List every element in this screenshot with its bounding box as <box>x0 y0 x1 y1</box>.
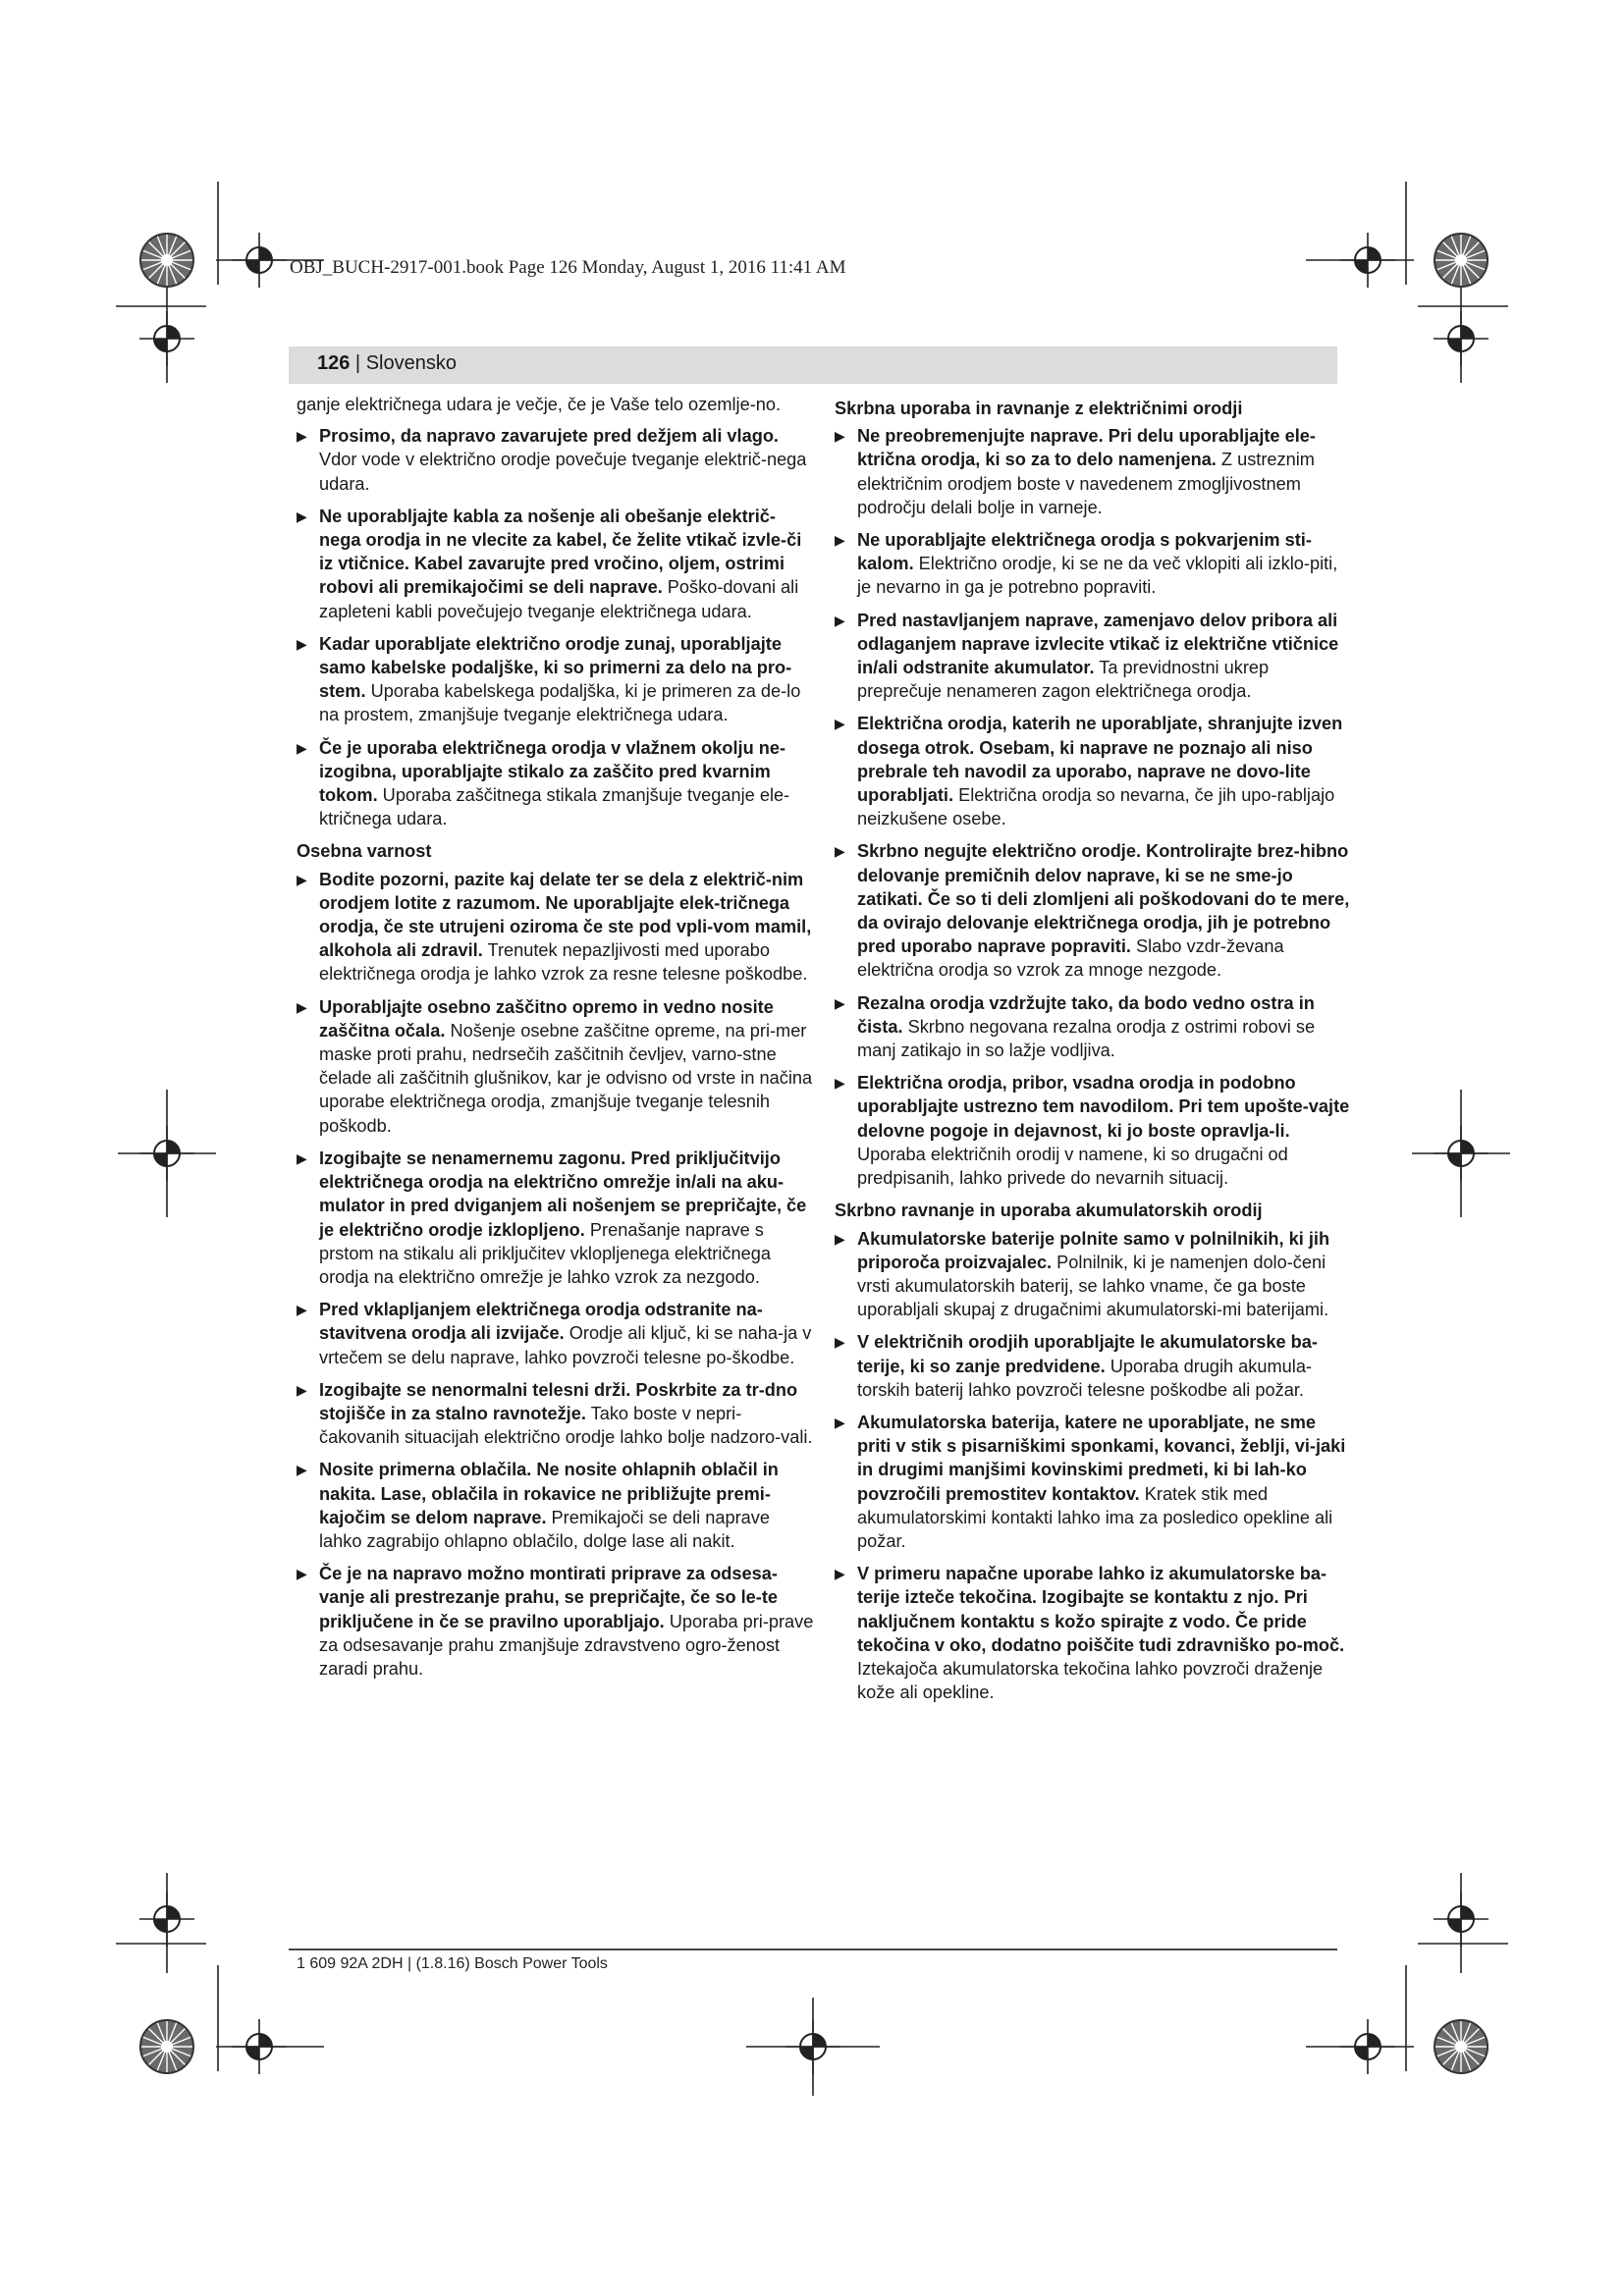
item-text: Tako boste v nepri-čakovanih situacijah električno orodje lahko bolje nadzoro-vali. <box>319 1403 813 1448</box>
list-item <box>835 1330 1353 1402</box>
list-item <box>835 991 1353 1063</box>
intro-text: ganje električnega udara je večje, če je Vaše telo ozemlje-no. <box>297 395 782 414</box>
triangle-bullet-icon: ▶ <box>835 1075 845 1092</box>
list-item <box>297 868 817 987</box>
list-item <box>297 1562 817 1681</box>
item-text: Prenašanje naprave s prstom na stikalu ali priključitev vklopljenega električnega orodja na električno omrežje je lahko vzrok za nezgodo. <box>319 1219 771 1287</box>
list-item <box>835 1562 1353 1704</box>
triangle-bullet-icon: ▶ <box>297 507 307 524</box>
item-text: Poško-dovani ali zapleteni kabli povečujejo tveganje električnega udara. <box>319 577 799 621</box>
footer-rule <box>289 1949 1337 1950</box>
item-text: Nošenje osebne zaščitne opreme, na pri-mer maske proti prahu, nedrsečih zaščitnih čevljev, varno-stne čelade ali zaščitnih glušnikov, kar je odvisno od vrste in načina uporabe električnega orodja, zmanjšuje tveganje telesnih poškodb. <box>319 1020 813 1136</box>
item-bold-text: Bodite pozorni, pazite kaj delate ter se dela z električ-nim orodjem lotite z razumom. Ne uporabljajte elek-tričnega orodja, če ste utrujeni oziroma če ste pod vpli-vom mamil, alkohola ali zdravil. <box>319 869 812 961</box>
left-column <box>297 393 817 1689</box>
list-item <box>835 1227 1353 1322</box>
item-bold-text: Če je uporaba električnega orodja v vlažnem okolju ne-izogibna, uporabljajte stikalo za zaščito pred kvarnim tokom. <box>319 737 786 806</box>
item-bold-text: Pred vklapljanjem električnega orodja odstranite na-stavitvena orodja ali izvijače. <box>319 1300 763 1344</box>
item-bold-text: Nosite primerna oblačila. Ne nosite ohlapnih oblačil in nakita. Lase, oblačila in rokavice ne približujte premi-kajočim se delom naprave. <box>319 1460 779 1527</box>
triangle-bullet-icon: ▶ <box>835 1566 845 1582</box>
item-bold-text: Rezalna orodja vzdržujte tako, da bodo vedno ostra in čista. <box>857 992 1315 1037</box>
item-text: Električna orodja so nevarna, če jih upo-rabljajo neizkušene osebe. <box>857 785 1335 829</box>
page-language: Slovensko <box>365 352 457 374</box>
right-list-b <box>835 1227 1353 1705</box>
list-item <box>297 1147 817 1289</box>
triangle-bullet-icon: ▶ <box>297 1566 307 1582</box>
triangle-bullet-icon: ▶ <box>297 1462 307 1478</box>
item-bold-text: Kadar uporabljate električno orodje zunaj, uporabljajte samo kabelske podaljške, ki so primerni za delo na pro-stem. <box>319 633 792 702</box>
triangle-bullet-icon: ▶ <box>835 1334 845 1351</box>
list-item <box>297 1378 817 1450</box>
list-item <box>297 632 817 727</box>
print-header: OBJ_BUCH-2917-001.book Page 126 Monday, August 1, 2016 11:41 AM <box>290 257 846 278</box>
item-bold-text: Uporabljajte osebno zaščitno opremo in vedno nosite zaščitna očala. <box>319 996 774 1041</box>
color-wheel-icon <box>1435 234 1488 287</box>
item-bold-text: Električna orodja, pribor, vsadna orodja in podobno uporabljajte ustrezno tem navodilom. Pri tem upošte-vajte delovne pogoje in dejavnost, ki jo boste opravlja-li. <box>857 1073 1350 1141</box>
triangle-bullet-icon: ▶ <box>835 1414 845 1430</box>
item-bold-text: Izogibajte se nenormalni telesni drži. Poskrbite za tr-dno stojišče in za stalno ravnotežje. <box>319 1379 798 1423</box>
item-text: Vdor vode v električno orodje povečuje tveganje električ-nega udara. <box>319 450 807 494</box>
list-item <box>297 1298 817 1369</box>
item-bold-text: V primeru napačne uporabe lahko iz akumulatorske ba-terije izteče tekočina. Izogibajte se kontaktu z njo. Pri naključnem kontaktu s kožo spirajte z vodo. Če pride tekočina v oko, dodatno poiščite tudi zdravniško po-moč. <box>857 1564 1345 1655</box>
left-list-a <box>297 424 817 830</box>
triangle-bullet-icon: ▶ <box>297 998 307 1015</box>
color-wheel-icon <box>140 234 193 287</box>
item-bold-text: Ne uporabljajte električnega orodja s pokvarjenim sti-kalom. <box>857 530 1312 574</box>
list-item <box>297 736 817 831</box>
item-text: Trenutek nepazljivosti med uporabo električnega orodja je lahko vzrok za resne telesne poškodbe. <box>319 940 808 985</box>
list-item <box>835 528 1353 600</box>
triangle-bullet-icon: ▶ <box>297 1149 307 1166</box>
section-heading-personal-safety: Osebna varnost <box>297 841 432 862</box>
triangle-bullet-icon: ▶ <box>297 739 307 756</box>
page-header-band <box>289 347 1337 384</box>
list-item <box>835 839 1353 982</box>
triangle-bullet-icon: ▶ <box>297 1381 307 1398</box>
page-header <box>317 352 457 375</box>
item-bold-text: V električnih orodjih uporabljajte le akumulatorske ba-terije, ki so zanje predvidene. <box>857 1332 1318 1376</box>
section-heading-battery-tools: Skrbno ravnanje in uporaba akumulatorskih orodij <box>835 1201 1263 1221</box>
triangle-bullet-icon: ▶ <box>835 1230 845 1247</box>
color-wheel-icon <box>140 2020 193 2073</box>
item-text: Polnilnik, ki je namenjen dolo-čeni vrsti akumulatorskih baterij, se lahko vname, če ga boste uporabljali skupaj z drugačnimi akumulatorski-mi baterijami. <box>857 1252 1329 1320</box>
item-text: Uporaba drugih akumula-torskih baterij lahko povzroči telesne poškodbe ali požar. <box>857 1356 1312 1400</box>
item-bold-text: Ne uporabljajte kabla za nošenje ali obešanje električ-nega orodja in ne vlecite za kabel, če želite vtikač izvle-či iz vtičnice. Kabel zavarujte pred vročino, oljem, ostrimi robovi ali premikajočimi se deli naprave. <box>319 506 802 598</box>
item-text: Kratek stik med akumulatorskimi kontakti lahko ima za posledico opekline ali požar. <box>857 1483 1333 1551</box>
item-text: Orodje ali ključ, ki se naha-ja v vrtečem se delu naprave, lahko povzroči telesne po-škodbe. <box>319 1323 812 1367</box>
triangle-bullet-icon: ▶ <box>835 994 845 1011</box>
triangle-bullet-icon: ▶ <box>835 532 845 549</box>
item-text: Električno orodje, ki se ne da več vklopiti ali izklo-piti, je nevarno in ga je potrebno popraviti. <box>857 554 1338 598</box>
item-text: Skrbno negovana rezalna orodja z ostrimi robovi se manj zatikajo in so lažje vodljiva. <box>857 1016 1316 1061</box>
item-bold-text: Akumulatorska baterija, katere ne uporabljate, ne sme priti v stik s pisarniškimi sponkami, kovanci, žeblji, vi-jaki in drugimi manjšimi kovinskimi predmeti, ki bi lah-ko povzročili premostitev kontaktov. <box>857 1412 1346 1504</box>
item-text: Uporaba zaščitnega stikala zmanjšuje tveganje ele-ktričnega udara. <box>319 785 790 829</box>
list-item <box>297 505 817 623</box>
item-bold-text: Izogibajte se nenamernemu zagonu. Pred priključitvijo električnega orodja na električno omrežje in/ali na aku-mulator in pred dviganjem ali nošenjem se prepričajte, če je električno orodje izklopljeno. <box>319 1148 807 1240</box>
list-item <box>835 609 1353 704</box>
item-bold-text: Če je na napravo možno montirati priprave za odsesa-vanje ali prestrezanje prahu, se prepričajte, če so le-te priključene in če se pravilno uporabljajo. <box>319 1564 779 1631</box>
item-bold-text: Električna orodja, katerih ne uporabljate, shranjujte izven dosega otrok. Osebam, ki naprave ne poznajo ali niso prebrale teh navodil za uporabo, naprave ne dovo-lite uporabljati. <box>857 714 1343 806</box>
item-bold-text: Prosimo, da napravo zavarujete pred dežjem ali vlago. <box>319 426 779 447</box>
item-bold-text: Ne preobremenjujte naprave. Pri delu uporabljajte ele-ktrična orodja, ki so za to delo namenjena. <box>857 426 1316 470</box>
triangle-bullet-icon: ▶ <box>297 871 307 887</box>
item-bold-text: Akumulatorske baterije polnite samo v polnilnikih, ki jih priporoča proizvajalec. <box>857 1228 1330 1272</box>
triangle-bullet-icon: ▶ <box>297 635 307 652</box>
triangle-bullet-icon: ▶ <box>297 428 307 445</box>
right-list-a <box>835 424 1353 1190</box>
triangle-bullet-icon: ▶ <box>297 1302 307 1318</box>
page-number: 126 <box>317 352 351 374</box>
list-item <box>297 424 817 496</box>
item-text: Slabo vzdr-ževana električna orodja so vzrok za mnoge nezgode. <box>857 936 1284 981</box>
item-text: Z ustreznim električnim orodjem boste v navedenem zmogljivostnem področju delali bolje in varneje. <box>857 450 1315 517</box>
list-item <box>297 1458 817 1553</box>
item-bold-text: Pred nastavljanjem naprave, zamenjavo delov pribora ali odlaganjem naprave izvlecite vtikač iz električne vtičnice in/ali odstranite akumulator. <box>857 610 1339 678</box>
list-item <box>835 1411 1353 1553</box>
item-text: Uporaba pri-prave za odsesavanje prahu zmanjšuje zdravstveno ogro-ženost zaradi prahu. <box>319 1611 814 1679</box>
item-text: Iztekajoča akumulatorska tekočina lahko povzroči draženje kože ali opekline. <box>857 1658 1324 1703</box>
item-bold-text: Skrbno negujte električno orodje. Kontrolirajte brez-hibno delovanje premičnih delov naprave, ki se ne sme-jo zatikati. Če so ti deli zlomljeni ali poškodovani do te mere, da ovirajo delovanje električnega orodja, jih je potrebno pred uporabo naprave popraviti. <box>857 841 1350 957</box>
section-heading-tool-care: Skrbna uporaba in ravnanje z električnimi orodji <box>835 399 1243 418</box>
item-text: Ta previdnostni ukrep preprečuje nenameren zagon električnega orodja. <box>857 658 1270 702</box>
list-item <box>835 712 1353 830</box>
registration-mark-icon <box>139 1892 194 1947</box>
triangle-bullet-icon: ▶ <box>835 716 845 732</box>
page-footer: 1 609 92A 2DH | (1.8.16) Bosch Power Tools <box>297 1955 608 1972</box>
left-list-b <box>297 868 817 1682</box>
right-column <box>835 397 1353 1713</box>
color-wheel-icon <box>1435 2020 1488 2073</box>
list-item <box>835 1071 1353 1190</box>
page-separator: | <box>350 352 366 374</box>
registration-mark-icon <box>1434 311 1489 366</box>
triangle-bullet-icon: ▶ <box>835 843 845 860</box>
list-item <box>835 424 1353 519</box>
item-text: Uporaba električnih orodij v namene, ki so drugačni od predpisanih, lahko privede do nevarnih situacij. <box>857 1144 1288 1189</box>
triangle-bullet-icon: ▶ <box>835 428 845 445</box>
list-item <box>297 995 817 1138</box>
triangle-bullet-icon: ▶ <box>835 612 845 628</box>
item-text: Premikajoči se deli naprave lahko zagrabijo ohlapno oblačilo, dolge lase ali nakit. <box>319 1507 770 1551</box>
registration-mark-icon <box>139 311 194 366</box>
item-text: Uporaba kabelskega podaljška, ki je primeren za de-lo na prostem, zmanjšuje tveganje električnega udara. <box>319 681 801 725</box>
registration-mark-icon <box>1434 1892 1489 1947</box>
